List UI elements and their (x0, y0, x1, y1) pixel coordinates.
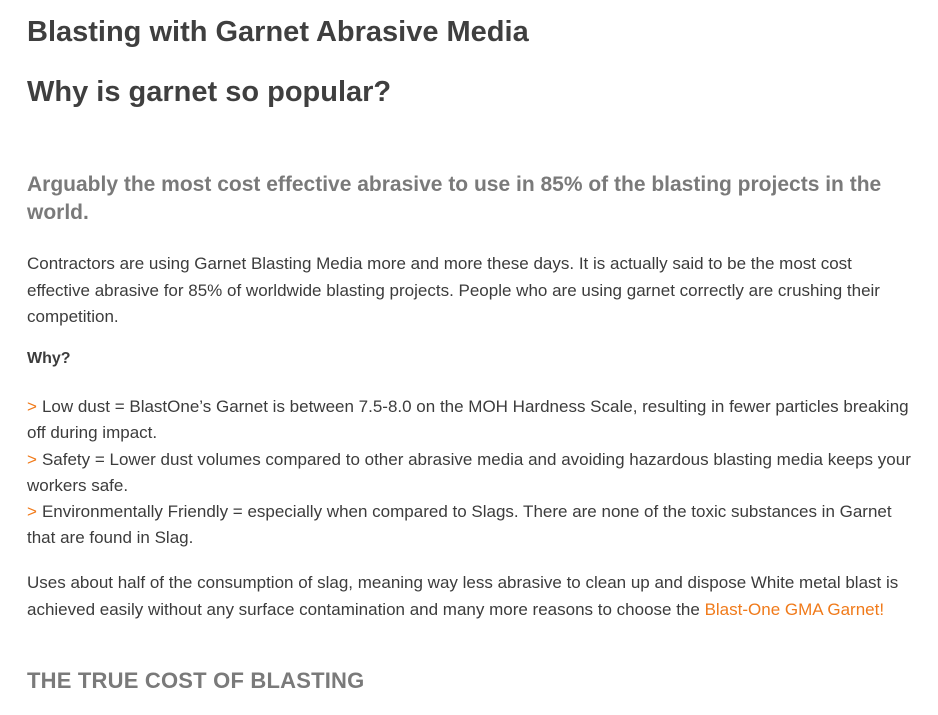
chevron-right-icon: > (27, 397, 37, 416)
page-title: Blasting with Garnet Abrasive Media (27, 16, 529, 48)
intro-paragraph: Contractors are using Garnet Blasting Media more and more these days. It is actually said to be the most cost effective abrasive for 85% of worldwide blasting projects. People who are using garnet correctly are crushing their competition. (27, 254, 880, 326)
chevron-right-icon: > (27, 502, 37, 522)
page-subtitle: Why is garnet so popular? (27, 76, 392, 108)
closing-paragraph (27, 570, 912, 623)
closing-paragraph-text: Uses about half of the consumption of slag, meaning way less abrasive to clean up and dispose White metal blast is achieved easily without any surface contamination and many more reasons to choose the (27, 573, 899, 619)
list-item-text: Low dust = BlastOne’s Garnet is between 7.5-8.0 on the MOH Hardness Scale, resulting in fewer particles breaking off during impact. (27, 397, 909, 443)
chevron-right-icon: > (27, 449, 37, 469)
list-item-text: Safety = Lower dust volumes compared to other abrasive media and avoiding hazardous blasting media keeps your workers safe. (27, 449, 911, 495)
blast-one-gma-garnet-link[interactable]: Blast-One GMA Garnet! (704, 599, 885, 619)
list-item-text: Environmentally Friendly = especially when compared to Slags. There are none of the toxic substances in Garnet that are found in Slag. (27, 502, 892, 548)
why-label: Why? (27, 350, 71, 367)
lead-heading: Arguably the most cost effective abrasive to use in 85% of the blasting projects in the world. (27, 173, 882, 224)
list-item (27, 447, 912, 500)
list-item (27, 394, 912, 447)
list-item (27, 499, 912, 552)
benefits-list (27, 394, 912, 552)
section-heading: THE TRUE COST OF BLASTING (27, 668, 365, 693)
